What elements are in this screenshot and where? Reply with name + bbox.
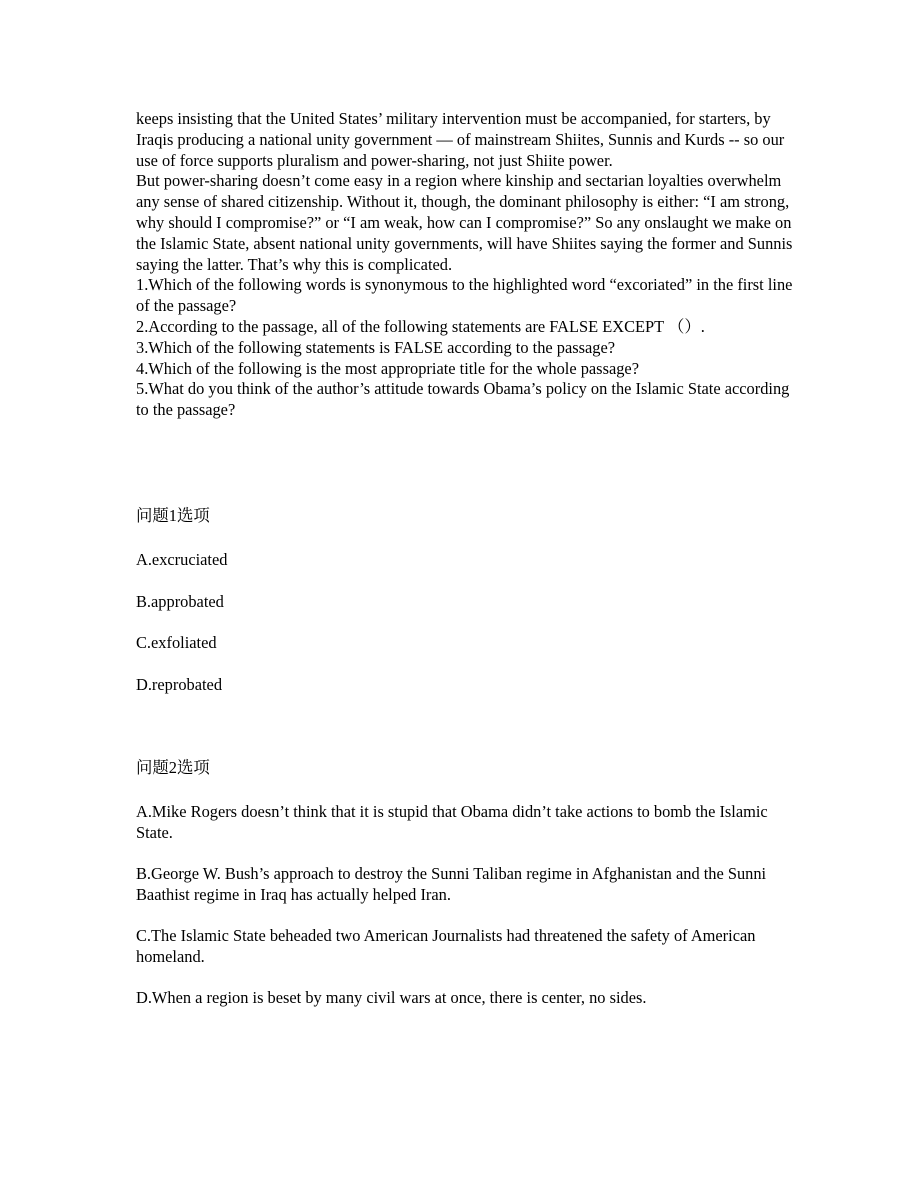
q1-option-a: A.excruciated (136, 550, 228, 569)
passage-text (136, 109, 796, 421)
question-4-text: 4.Which of the following is the most appropriate title for the whole passage? (136, 358, 639, 378)
q2-option-b: B.George W. Bush’s approach to destroy the Sunni Taliban regime in Afghanistan and the Sunni Baathist regime in Iraq has actually helped Iran. (136, 864, 767, 904)
question-1-text: 1.Which of the following words is synonymous to the highlighted word “excoriated” in the first line of the passage? (136, 275, 793, 316)
q2-option-a: A.Mike Rogers doesn’t think that it is stupid that Obama didn’t take actions to bomb the Islamic State. (136, 802, 768, 842)
question-2-options-heading: 问题2选项 (136, 758, 210, 777)
q1-option-b: B.approbated (136, 592, 224, 611)
passage-paragraph-2: But power-sharing doesn’t come easy in a region where kinship and sectarian loyalties overwhelm any sense of shared citizenship. Without it, though, the dominant philosophy is either: “I am strong, why should I compromise?” or “I am weak, how can I compromise?” So any onslaught we make on the Islamic State, absent national unity governments, will have Shiites saying the former and Sunnis saying the latter. That’s why this is complicated. (136, 171, 793, 274)
q2-option-d: D.When a region is beset by many civil wars at once, there is center, no sides. (136, 988, 647, 1007)
question-1-options-heading: 问题1选项 (136, 506, 210, 525)
q1-option-c: C.exfoliated (136, 633, 217, 652)
passage-paragraph-1: keeps insisting that the United States’ military intervention must be accompanied, for starters, by Iraqis producing a national unity government ― of mainstream Shiites, Sunnis and Kurds -- so our use of force supports pluralism and power-sharing, not just Shiite power. (136, 109, 785, 170)
q2-option-c: C.The Islamic State beheaded two American Journalists had threatened the safety of American homeland. (136, 926, 756, 966)
question-5-text: 5.What do you think of the author’s attitude towards Obama’s policy on the Islamic State according to the passage? (136, 379, 790, 420)
q1-option-d: D.reprobated (136, 675, 223, 694)
question-3-text: 3.Which of the following statements is FALSE according to the passage? (136, 337, 616, 357)
question-2-text: 2.According to the passage, all of the following statements are FALSE EXCEPT （）. (136, 316, 705, 336)
